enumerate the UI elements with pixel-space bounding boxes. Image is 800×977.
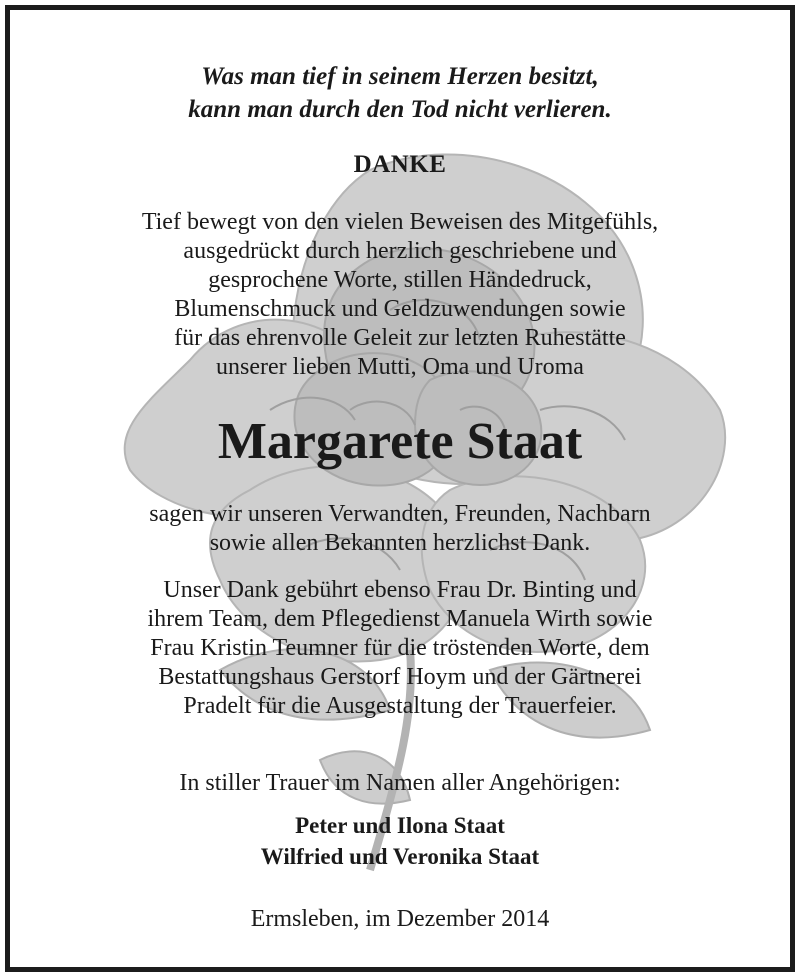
intro-paragraph: [10, 208, 790, 382]
acknowledgement-line: Frau Kristin Teumner für die tröstenden Worte, dem: [150, 635, 650, 661]
obituary-frame: [5, 5, 795, 972]
signer-name: Wilfried und Veronika Staat: [260, 844, 540, 869]
motto-line: kann man durch den Tod nicht verlieren.: [188, 96, 612, 123]
acknowledgement-line: Unser Dank gebührt ebenso Frau Dr. Binting und: [163, 577, 637, 603]
intro-line: Tief bewegt von den vielen Beweisen des Mitgefühls,: [141, 209, 659, 235]
signers: [10, 810, 790, 872]
intro-line: ausgedrückt durch herzlich geschriebene und: [183, 238, 617, 264]
mourning-line: In stiller Trauer im Namen aller Angehörigen:: [179, 770, 621, 796]
intro-line: für das ehrenvolle Geleit zur letzten Ruhestätte: [174, 325, 626, 351]
intro-line: unserer lieben Mutti, Oma und Uroma: [216, 354, 584, 380]
motto-line: Was man tief in seinem Herzen besitzt,: [201, 63, 599, 90]
acknowledgement-line: Bestattungshaus Gerstorf Hoym und der Gärtnerei: [158, 664, 642, 690]
signer-name: Peter und Ilona Staat: [295, 813, 505, 838]
acknowledgement-line: ihrem Team, dem Pflegedienst Manuela Wirth sowie: [147, 606, 653, 632]
intro-line: gesprochene Worte, stillen Händedruck,: [208, 267, 592, 293]
motto-quote: [10, 60, 790, 126]
intro-line: Blumenschmuck und Geldzuwendungen sowie: [174, 296, 626, 322]
heading-danke: DANKE: [353, 151, 447, 178]
thanks-paragraph: [10, 500, 790, 558]
acknowledgements-paragraph: [10, 576, 790, 721]
acknowledgement-line: Pradelt für die Ausgestaltung der Trauerfeier.: [183, 693, 617, 719]
thanks-line: sowie allen Bekannten herzlichst Dank.: [209, 530, 591, 556]
deceased-name: Margarete Staat: [217, 413, 583, 470]
place-date: Ermsleben, im Dezember 2014: [250, 906, 550, 932]
thanks-line: sagen wir unseren Verwandten, Freunden, Nachbarn: [149, 501, 651, 527]
